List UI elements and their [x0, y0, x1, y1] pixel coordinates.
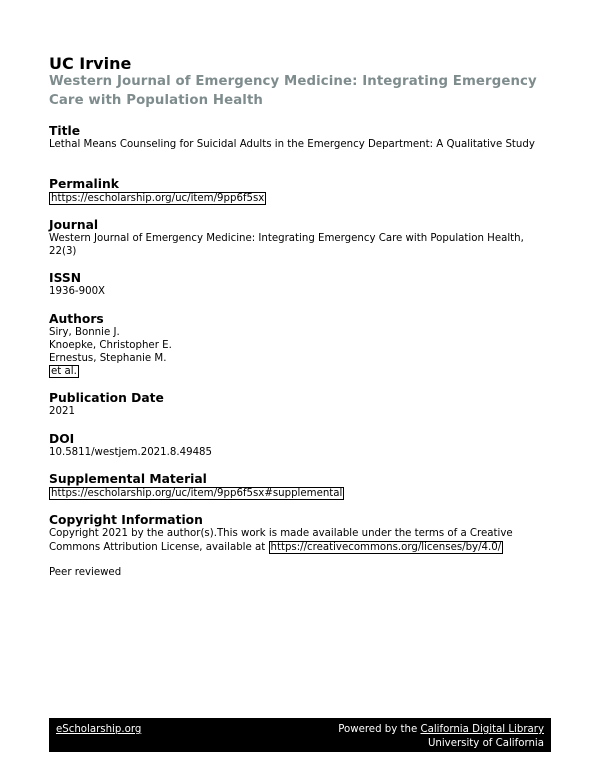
publication-date-section [49, 391, 549, 419]
supplemental-heading: Supplemental Material [49, 472, 207, 486]
doi-value: 10.5811/westjem.2021.8.49485 [49, 447, 213, 458]
journal-heading: Journal [49, 218, 99, 232]
publication-date-heading: Publication Date [49, 391, 164, 405]
university-text: University of California [427, 737, 544, 749]
journal-value: Western Journal of Emergency Medicine: Integrating Emergency Care with Population Health, 22(3) [49, 233, 524, 257]
supplemental-section [49, 472, 549, 501]
copyright-heading: Copyright Information [49, 513, 203, 527]
permalink-link[interactable]: https://escholarship.org/uc/item/9pp6f5sx [51, 193, 265, 204]
footer-credits [338, 723, 544, 750]
authors-heading: Authors [49, 312, 104, 326]
issn-section [49, 271, 549, 299]
campus-name: UC Irvine [49, 54, 132, 73]
issn-heading: ISSN [49, 271, 82, 285]
more-authors-link[interactable]: et al. [51, 366, 77, 378]
peer-reviewed-note: Peer reviewed [49, 567, 122, 578]
author-1: Siry, Bonnie J. [49, 327, 120, 338]
copyright-text-line-2: Commons Attribution License, available at [49, 541, 266, 553]
doi-heading: DOI [49, 432, 75, 446]
escholarship-link[interactable]: eScholarship.org [56, 724, 142, 735]
authors-section [49, 312, 549, 379]
article-title: Lethal Means Counseling for Suicidal Adults in the Emergency Department: A Qualitative Study [49, 139, 535, 150]
author-2: Knoepke, Christopher E. [49, 339, 172, 351]
permalink-heading: Permalink [49, 177, 119, 191]
title-section [49, 124, 549, 152]
title-heading: Title [49, 124, 81, 138]
copyright-section [49, 513, 549, 555]
permalink-section [49, 177, 549, 206]
footer-bar [49, 718, 551, 752]
doi-section [49, 432, 549, 460]
publication-date-value: 2021 [49, 406, 75, 417]
license-link[interactable]: https://creativecommons.org/licenses/by/4.0/ [270, 541, 502, 553]
journal-section [49, 218, 549, 259]
cdl-link[interactable]: California Digital Library [420, 724, 544, 735]
issn-value: 1936-900X [49, 286, 106, 297]
author-3: Ernestus, Stephanie M. [49, 352, 167, 364]
journal-title: Western Journal of Emergency Medicine: Integrating Emergency Care with Population Health [49, 74, 537, 108]
powered-by-text: Powered by the [338, 724, 418, 735]
supplemental-link[interactable]: https://escholarship.org/uc/item/9pp6f5sx#supplemental [51, 488, 343, 499]
copyright-text-line-1: Copyright 2021 by the author(s).This work is made available under the terms of a Creative [49, 528, 513, 539]
